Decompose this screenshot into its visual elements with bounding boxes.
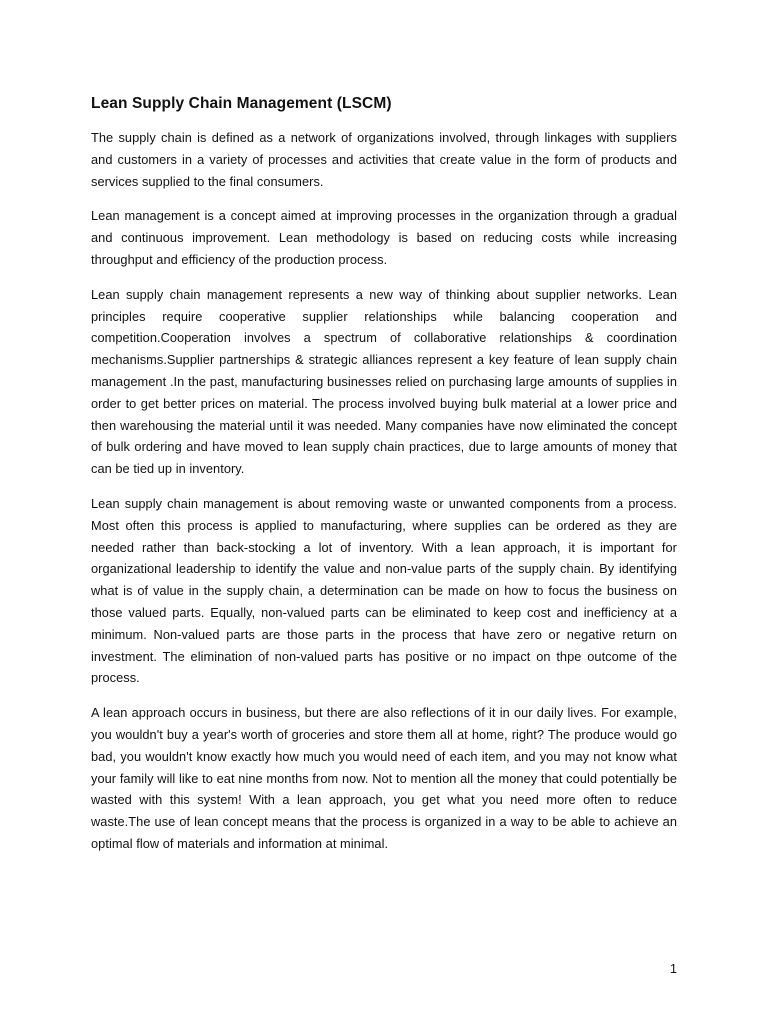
paragraph-lean-supply-chain: Lean supply chain management represents a new way of thinking about supplier networks. Lean principles require cooperative supplier relationships while balancing cooperation and competition.Cooperation involves a spectrum of collaborative relationships & coordination mechanisms.Supplier partnerships & strategic alliances represent a key feature of lean supply chain management .In the past, manufacturing businesses relied on purchasing large amounts of supplies in order to get better prices on material. The process involved buying bulk material at a lower price and then warehousing the material until it was needed. Many companies have now eliminated the concept of bulk ordering and have moved to lean supply chain practices, due to large amounts of money that can be tied up in inventory. [91, 286, 677, 477]
paragraph-daily-lives: A lean approach occurs in business, but there are also reflections of it in our daily lives. For example, you wouldn't buy a year's worth of groceries and store them all at home, right? The produce would go bad, you wouldn't know exactly how much you would need of each item, and you may not know what your family will like to eat nine months from now. Not to mention all the money that could potentially be wasted with this system! With a lean approach, you get what you need more often to reduce waste.The use of lean concept means that the process is organized in a way to be able to achieve an optimal flow of materials and information at minimal. [91, 705, 677, 851]
page-content [91, 93, 677, 868]
document-title: Lean Supply Chain Management (LSCM) [91, 95, 392, 112]
page-number: 1 [669, 961, 677, 976]
paragraph-lean-management: Lean management is a concept aimed at improving processes in the organization through a gradual and continuous improvement. Lean methodology is based on reducing costs while increasing throughput and efficiency of the production process. [91, 208, 677, 267]
paragraph-removing-waste: Lean supply chain management is about removing waste or unwanted components from a process. Most often this process is applied to manufacturing, where supplies can be ordered as they are needed rather than back-stocking a lot of inventory. With a lean approach, it is important for organizational leadership to identify the value and non-value parts of the supply chain. By identifying what is of value in the supply chain, a determination can be made on how to focus the business on those valued parts. Equally, non-valued parts can be eliminated to keep cost and inefficiency at a minimum. Non-valued parts are those parts in the process that have zero or negative return on investment. The elimination of non-valued parts has positive or no impact on thpe outcome of the process. [91, 495, 677, 686]
paragraph-supply-chain-definition: The supply chain is defined as a network of organizations involved, through linkages with suppliers and customers in a variety of processes and activities that create value in the form of products and services supplied to the final consumers. [91, 130, 677, 189]
